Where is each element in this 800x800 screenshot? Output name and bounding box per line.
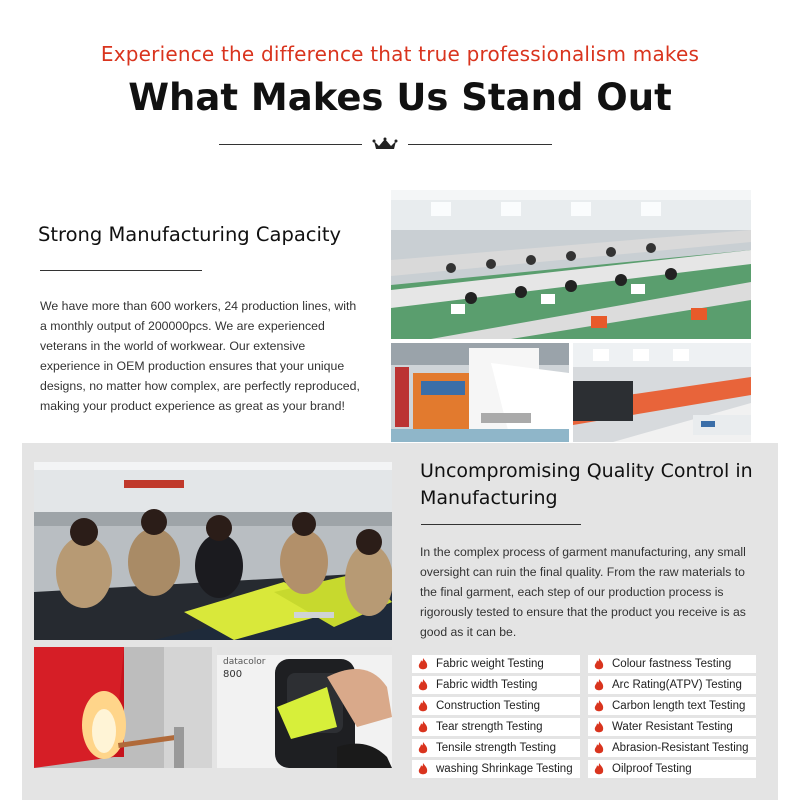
flame-icon (592, 720, 606, 734)
test-item (588, 760, 756, 778)
manufacturing-title: Strong Manufacturing Capacity (38, 223, 342, 246)
test-label: Tear strength Testing (436, 721, 543, 733)
test-item (412, 676, 580, 694)
crown-icon (372, 137, 398, 151)
quality-title: Uncompromising Quality Control in Manufacturing (420, 460, 753, 509)
title-divider-right (408, 144, 552, 145)
test-label: Colour fastness Testing (612, 658, 732, 670)
flame-icon (416, 720, 430, 734)
page-title: What Makes Us Stand Out (128, 76, 672, 119)
test-label: Carbon length text Testing (612, 700, 746, 712)
test-item (588, 718, 756, 736)
flame-icon (416, 741, 430, 755)
cutting-machine-photo (573, 343, 751, 442)
quality-body: In the complex process of garment manufacturing, any small oversight can ruin the final quality. From the raw materials to the final garment, each step of our production process is rigorously tested to ensure that the product you receive is as good as it can be. (420, 545, 746, 639)
flame-icon (416, 657, 430, 671)
test-label: Abrasion-Resistant Testing (612, 742, 749, 754)
test-label: Tensile strength Testing (436, 742, 556, 754)
flame-test-photo (34, 647, 212, 768)
test-label: Construction Testing (436, 700, 540, 712)
quality-rule (421, 524, 581, 525)
inspection-workers-photo (34, 462, 392, 640)
test-label: Fabric weight Testing (436, 658, 544, 670)
test-item (412, 718, 580, 736)
test-item (588, 739, 756, 757)
factory-floor-photo (391, 190, 751, 339)
fabric-roll-machine-photo (391, 343, 569, 442)
test-item (588, 676, 756, 694)
flame-icon (416, 699, 430, 713)
test-label: Arc Rating(ATPV) Testing (612, 679, 742, 691)
flame-icon (592, 657, 606, 671)
manufacturing-body: We have more than 600 workers, 24 production lines, with a monthly output of 200000pcs. We are experienced veterans in the world of workwear. Our extensive experience in OEM production ensures that your unique designs, no matter how complex, are perfectly reproduced, making your product experience as great as your brand! (40, 299, 360, 413)
machine-model-label: 800 (223, 669, 243, 680)
flame-icon (592, 741, 606, 755)
machine-brand-label: datacolor (223, 657, 266, 667)
test-label: Oilproof Testing (612, 763, 692, 775)
test-item (412, 697, 580, 715)
flame-icon (592, 678, 606, 692)
test-item (412, 760, 580, 778)
test-item (412, 739, 580, 757)
title-divider-left (219, 144, 362, 145)
test-label: Water Resistant Testing (612, 721, 733, 733)
flame-icon (592, 699, 606, 713)
datacolor-machine-photo (217, 647, 392, 768)
flame-icon (416, 678, 430, 692)
test-item (412, 655, 580, 673)
flame-icon (592, 762, 606, 776)
test-label: Fabric width Testing (436, 679, 538, 691)
tagline: Experience the difference that true professionalism makes (100, 42, 700, 66)
flame-icon (416, 762, 430, 776)
test-item (588, 697, 756, 715)
manufacturing-rule (40, 270, 202, 271)
test-label: washing Shrinkage Testing (436, 763, 573, 775)
test-item (588, 655, 756, 673)
